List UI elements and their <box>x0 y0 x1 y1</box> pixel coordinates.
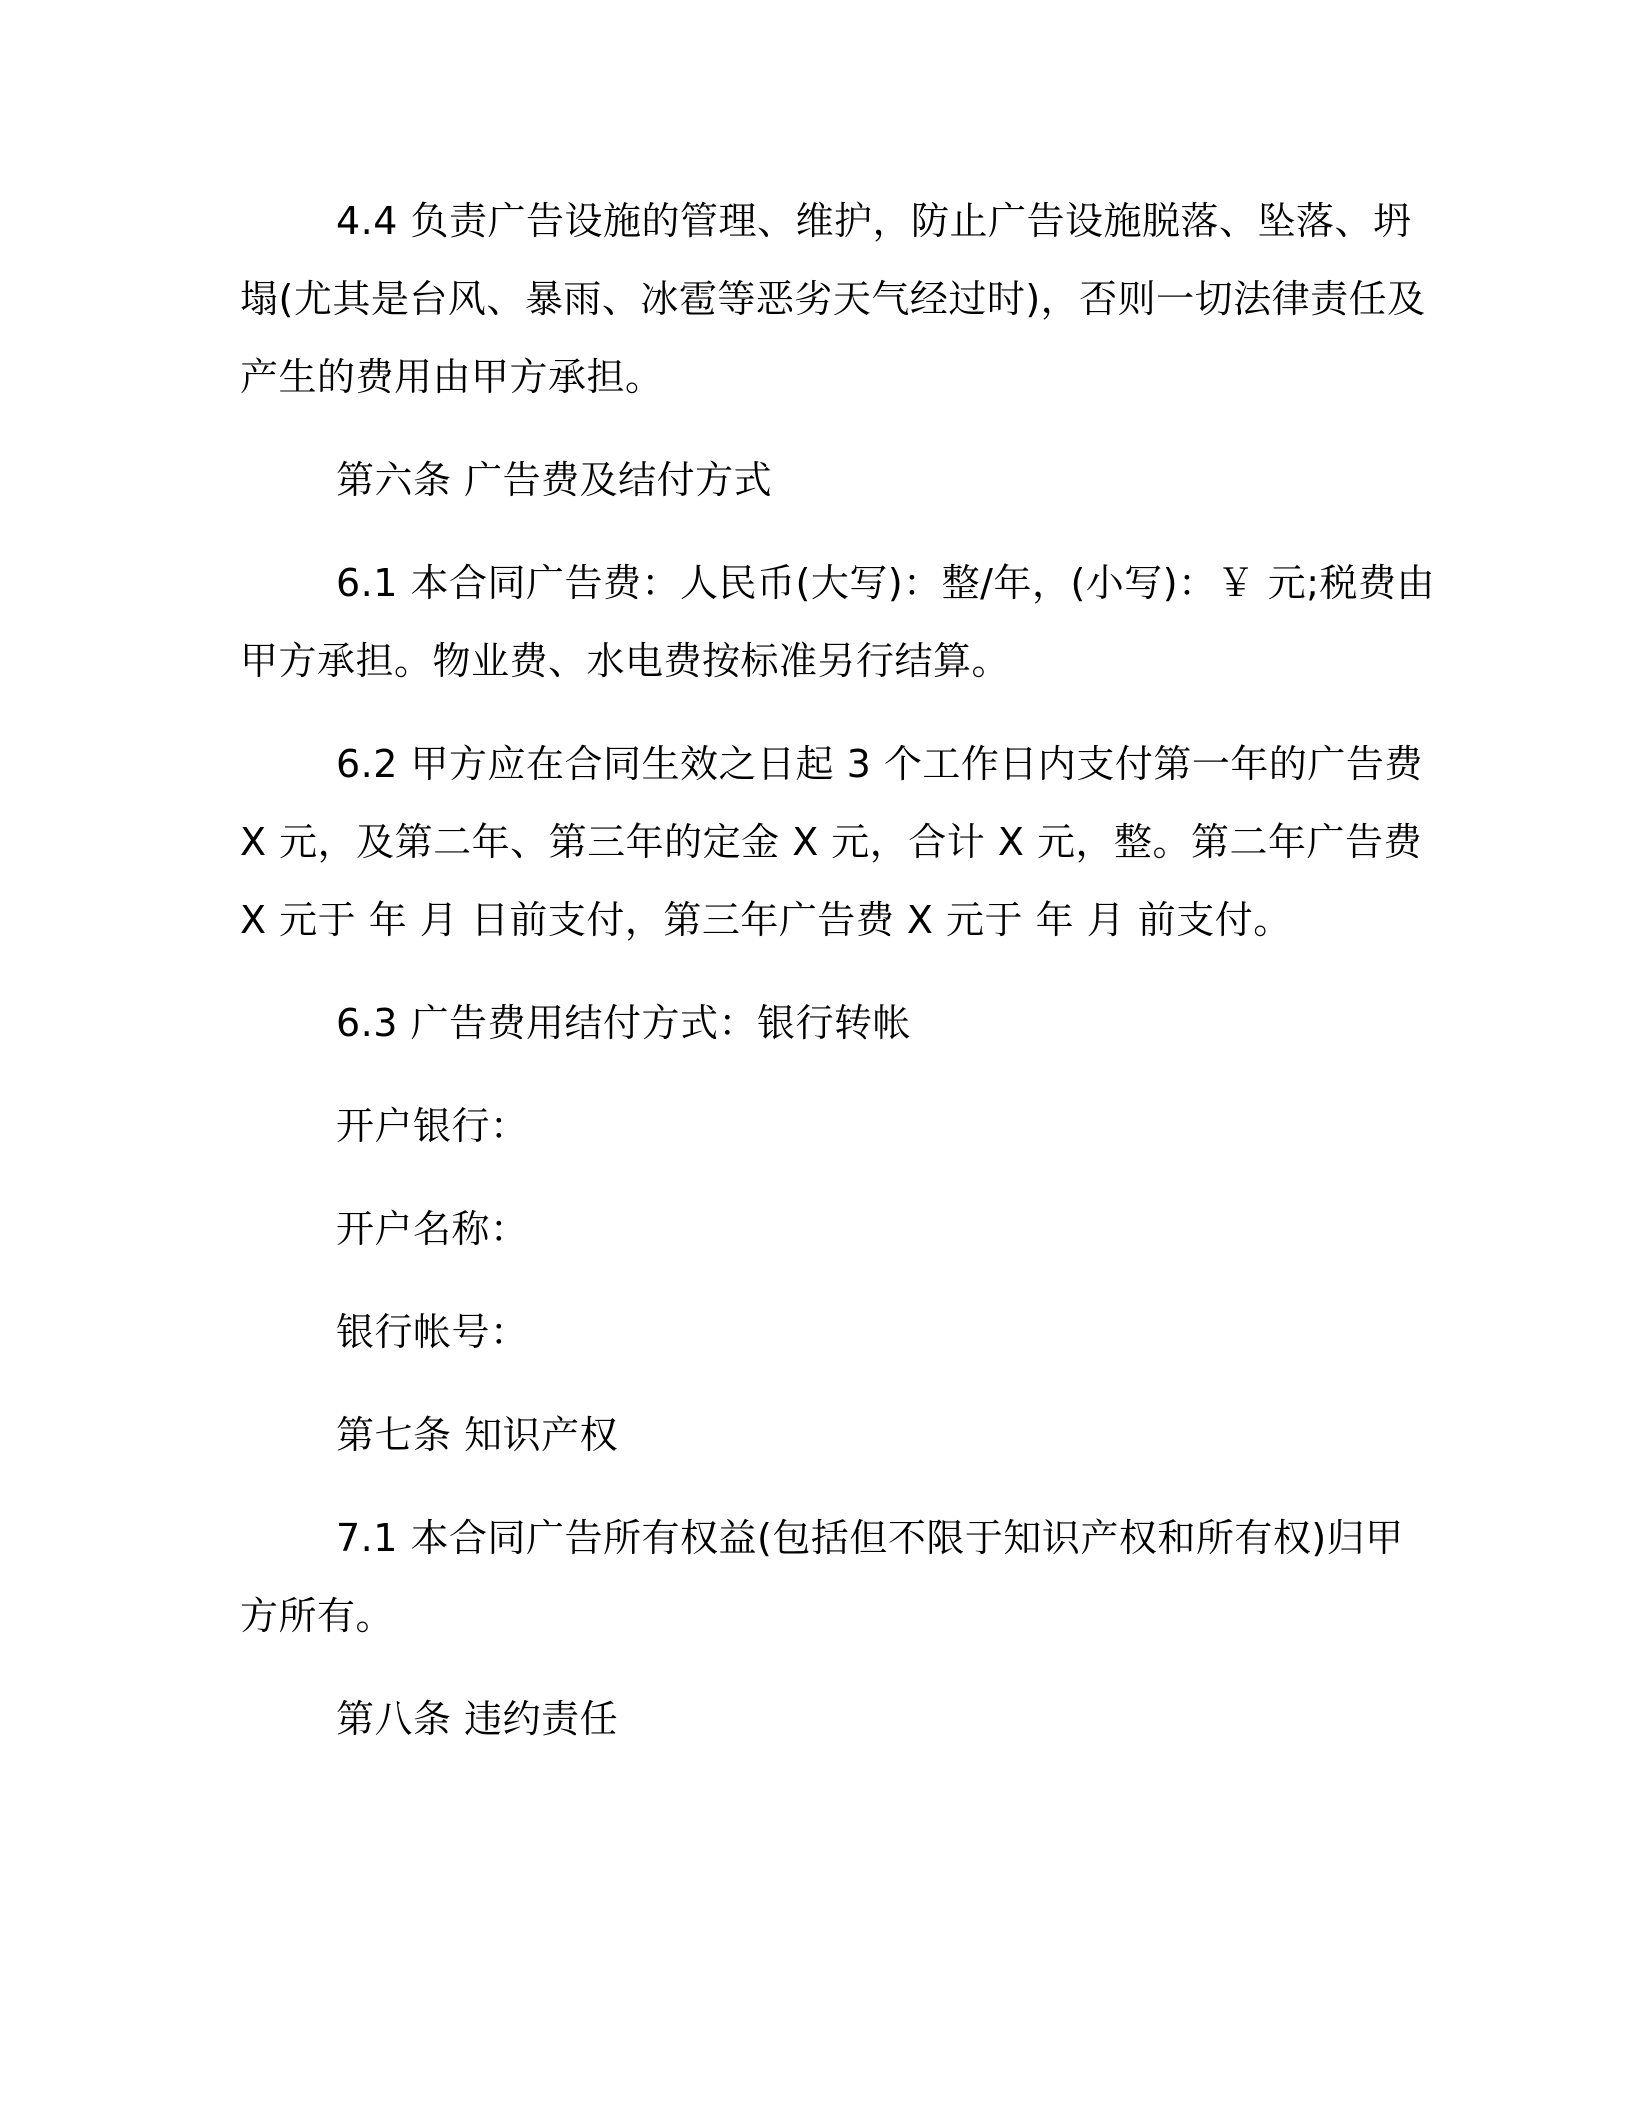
clause-4-4-paragraph <box>240 182 1426 416</box>
field-label: 开户名称： <box>336 1207 529 1251</box>
paragraph-line: 6.2 甲方应在合同生效之日起 3 个工作日内支付第一年的广告费 <box>336 742 1423 786</box>
document-body <box>240 182 1435 1783</box>
field-label: 银行帐号： <box>336 1310 529 1354</box>
paragraph-line: 方所有。 <box>240 1594 395 1638</box>
paragraph-line: X 元，及第二年、第三年的定金 X 元，合计 X 元，整。第二年广告费 <box>240 820 1422 864</box>
clause-6-3-paragraph <box>240 984 1390 1062</box>
clause-7-1-paragraph <box>240 1499 1404 1655</box>
article-8-heading <box>240 1680 1390 1758</box>
bank-name-field <box>240 1087 1390 1165</box>
paragraph-line: 6.3 广告费用结付方式：银行转帐 <box>336 1001 912 1045</box>
field-label: 开户银行： <box>336 1104 529 1148</box>
article-6-heading <box>240 441 1390 519</box>
paragraph-line: 产生的费用由甲方承担。 <box>240 355 664 399</box>
paragraph-line: X 元于 年 月 日前支付，第三年广告费 X 元于 年 月 前支付。 <box>240 898 1292 942</box>
paragraph-line: 甲方承担。物业费、水电费按标准另行结算。 <box>240 639 1011 683</box>
paragraph-line: 7.1 本合同广告所有权益(包括但不限于知识产权和所有权)归甲 <box>336 1516 1404 1560</box>
heading-text: 第八条 违约责任 <box>336 1697 619 1741</box>
heading-text: 第六条 广告费及结付方式 <box>336 458 773 502</box>
account-name-field <box>240 1190 1390 1268</box>
paragraph-line: 塌(尤其是台风、暴雨、冰雹等恶劣天气经过时)，否则一切法律责任及 <box>240 277 1426 321</box>
account-number-field <box>240 1293 1390 1371</box>
clause-6-1-paragraph <box>240 544 1435 700</box>
paragraph-line: 6.1 本合同广告费：人民币(大写)：整/年，(小写)：￥ 元;税费由 <box>336 561 1435 605</box>
heading-text: 第七条 知识产权 <box>336 1413 619 1457</box>
paragraph-line: 4.4 负责广告设施的管理、维护，防止广告设施脱落、坠落、坍 <box>336 199 1412 243</box>
clause-6-2-paragraph <box>240 725 1423 959</box>
article-7-heading <box>240 1396 1390 1474</box>
